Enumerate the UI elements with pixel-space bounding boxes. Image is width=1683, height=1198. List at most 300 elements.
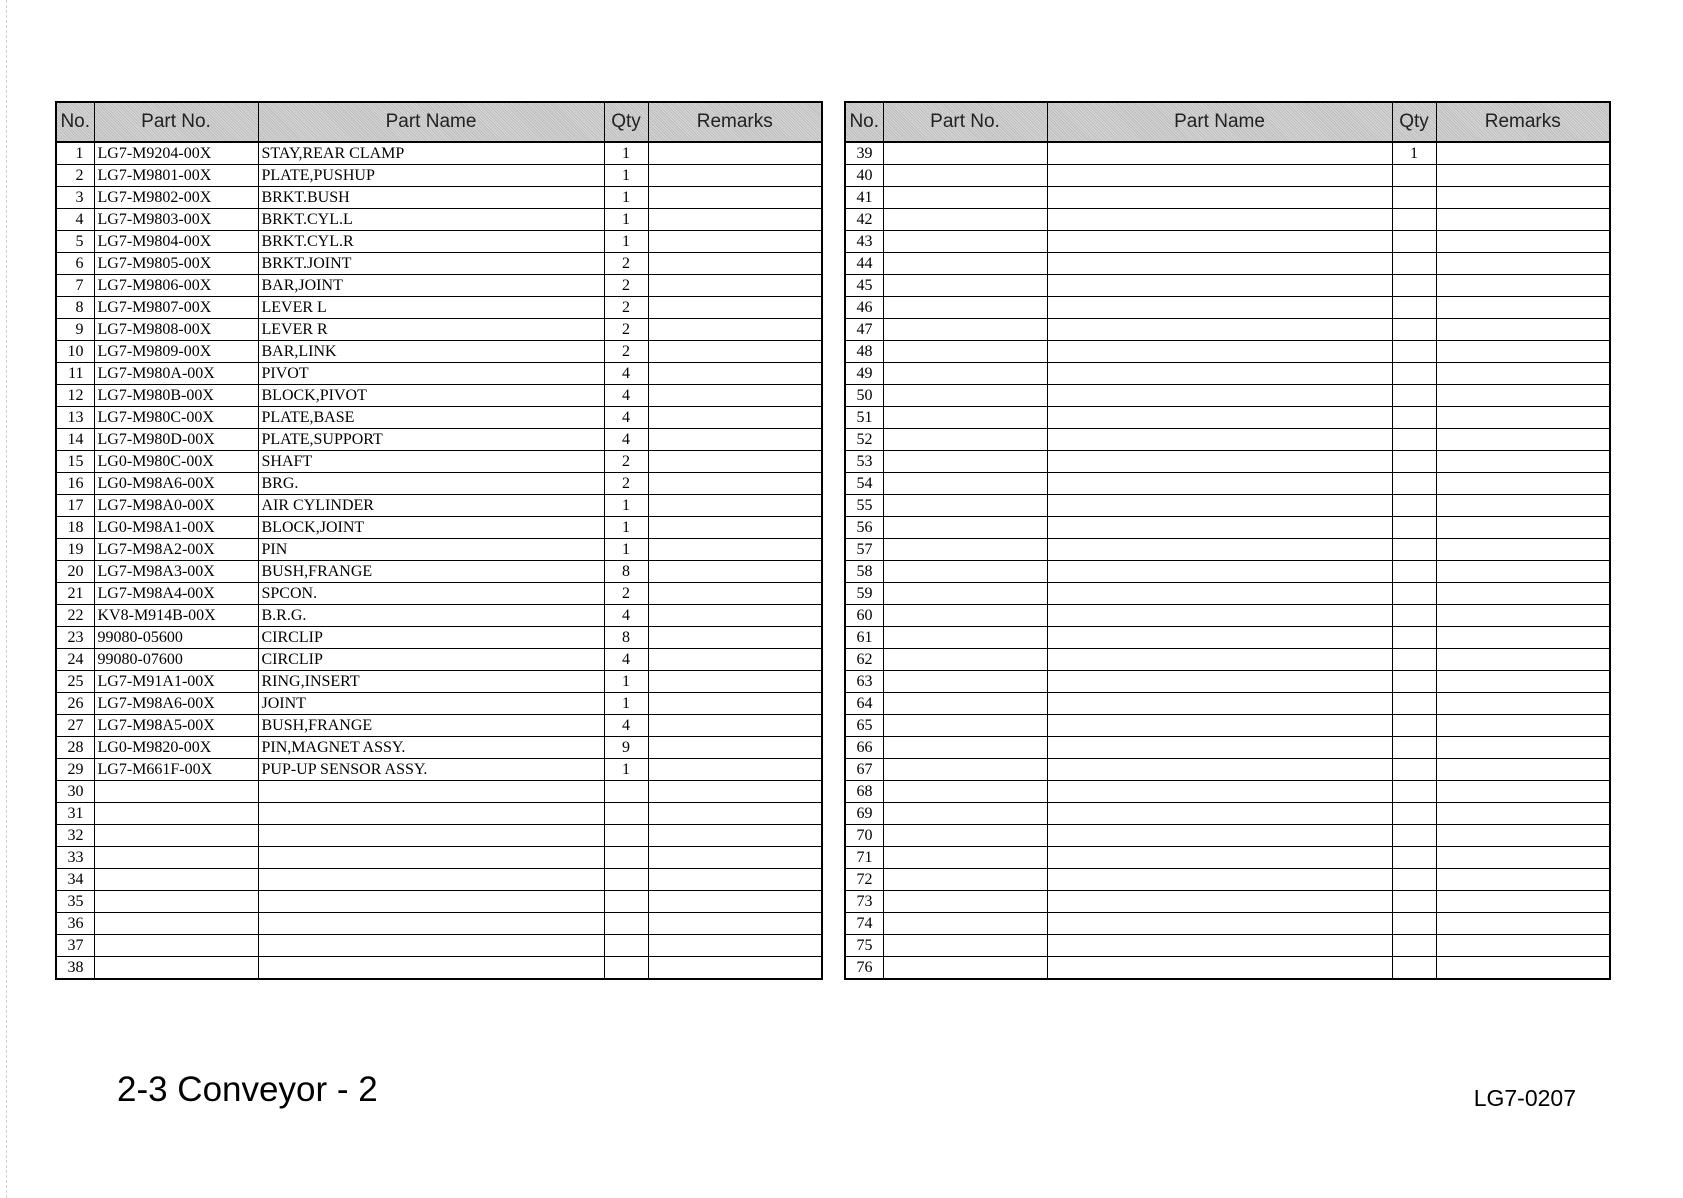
- cell-no: 54: [845, 473, 883, 495]
- cell-no: 44: [845, 253, 883, 275]
- cell-remarks: [648, 297, 822, 319]
- cell-remarks: [648, 649, 822, 671]
- cell-part-name: BRKT.CYL.L: [258, 209, 604, 231]
- cell-part-no: LG7-M98A0-00X: [94, 495, 258, 517]
- cell-part-no: LG7-M9801-00X: [94, 165, 258, 187]
- cell-qty: [1392, 671, 1436, 693]
- cell-remarks: [1436, 561, 1610, 583]
- cell-part-name: PIN,MAGNET ASSY.: [258, 737, 604, 759]
- cell-part-no: LG7-M98A5-00X: [94, 715, 258, 737]
- cell-no: 24: [56, 649, 94, 671]
- cell-no: 15: [56, 451, 94, 473]
- cell-qty: [1392, 319, 1436, 341]
- cell-no: 76: [845, 957, 883, 980]
- cell-no: 66: [845, 737, 883, 759]
- cell-remarks: [648, 561, 822, 583]
- cell-remarks: [648, 957, 822, 980]
- table-row: [845, 209, 1610, 231]
- cell-remarks: [1436, 737, 1610, 759]
- table-row: [845, 759, 1610, 781]
- table-row: [845, 429, 1610, 451]
- table-row: [845, 187, 1610, 209]
- table-row: [56, 275, 822, 297]
- cell-remarks: [1436, 319, 1610, 341]
- cell-part-name: [1047, 517, 1392, 539]
- cell-no: 20: [56, 561, 94, 583]
- cell-remarks: [648, 671, 822, 693]
- cell-qty: [1392, 275, 1436, 297]
- cell-part-no: LG0-M9820-00X: [94, 737, 258, 759]
- cell-part-name: BRKT.BUSH: [258, 187, 604, 209]
- table-row: [56, 253, 822, 275]
- cell-qty: 1: [604, 142, 648, 165]
- cell-qty: 1: [604, 539, 648, 561]
- table-row: [845, 319, 1610, 341]
- scan-margin-line: [6, 0, 7, 1198]
- cell-part-name: [1047, 165, 1392, 187]
- cell-remarks: [648, 737, 822, 759]
- cell-qty: 1: [604, 759, 648, 781]
- table-row: [56, 187, 822, 209]
- cell-remarks: [648, 429, 822, 451]
- cell-part-no: LG7-M9803-00X: [94, 209, 258, 231]
- cell-part-no: [883, 649, 1047, 671]
- cell-no: 27: [56, 715, 94, 737]
- cell-qty: 2: [604, 297, 648, 319]
- cell-part-no: [883, 275, 1047, 297]
- cell-part-no: [94, 847, 258, 869]
- cell-part-no: [883, 165, 1047, 187]
- cell-qty: [1392, 429, 1436, 451]
- header-part-name: Part Name: [1047, 102, 1392, 142]
- cell-part-name: [1047, 605, 1392, 627]
- table-row: [56, 715, 822, 737]
- cell-qty: [1392, 341, 1436, 363]
- cell-no: 47: [845, 319, 883, 341]
- cell-remarks: [1436, 605, 1610, 627]
- cell-remarks: [1436, 583, 1610, 605]
- cell-part-name: [258, 847, 604, 869]
- cell-qty: [1392, 913, 1436, 935]
- cell-part-no: [94, 935, 258, 957]
- table-row: [845, 869, 1610, 891]
- cell-part-no: [883, 803, 1047, 825]
- cell-qty: [1392, 847, 1436, 869]
- cell-remarks: [648, 142, 822, 165]
- cell-remarks: [648, 693, 822, 715]
- cell-part-name: CIRCLIP: [258, 627, 604, 649]
- cell-part-name: PIN: [258, 539, 604, 561]
- cell-no: 58: [845, 561, 883, 583]
- cell-remarks: [648, 165, 822, 187]
- cell-qty: [604, 869, 648, 891]
- cell-no: 51: [845, 407, 883, 429]
- cell-remarks: [648, 209, 822, 231]
- cell-no: 57: [845, 539, 883, 561]
- cell-part-name: B.R.G.: [258, 605, 604, 627]
- cell-part-name: [258, 935, 604, 957]
- cell-part-no: [883, 935, 1047, 957]
- cell-no: 74: [845, 913, 883, 935]
- cell-qty: [1392, 495, 1436, 517]
- cell-part-no: [94, 913, 258, 935]
- cell-part-name: [1047, 869, 1392, 891]
- cell-part-name: [258, 825, 604, 847]
- cell-qty: [604, 891, 648, 913]
- cell-qty: 1: [604, 231, 648, 253]
- table-row: [56, 385, 822, 407]
- cell-part-name: [1047, 142, 1392, 165]
- cell-remarks: [1436, 847, 1610, 869]
- table-row: [845, 341, 1610, 363]
- cell-qty: 4: [604, 649, 648, 671]
- cell-part-no: [883, 451, 1047, 473]
- cell-part-name: BAR,JOINT: [258, 275, 604, 297]
- cell-qty: 1: [604, 495, 648, 517]
- table-row: [845, 407, 1610, 429]
- cell-no: 30: [56, 781, 94, 803]
- cell-remarks: [1436, 297, 1610, 319]
- cell-part-no: LG7-M9802-00X: [94, 187, 258, 209]
- cell-part-name: [1047, 495, 1392, 517]
- cell-part-name: BRG.: [258, 473, 604, 495]
- cell-part-name: STAY,REAR CLAMP: [258, 142, 604, 165]
- cell-remarks: [1436, 759, 1610, 781]
- cell-part-name: [258, 957, 604, 980]
- cell-part-no: [883, 781, 1047, 803]
- cell-remarks: [1436, 429, 1610, 451]
- cell-part-name: [1047, 385, 1392, 407]
- cell-part-name: SHAFT: [258, 451, 604, 473]
- cell-part-name: [258, 869, 604, 891]
- cell-remarks: [648, 935, 822, 957]
- cell-remarks: [1436, 935, 1610, 957]
- header-remarks: Remarks: [1436, 102, 1610, 142]
- cell-qty: 4: [604, 715, 648, 737]
- cell-no: 42: [845, 209, 883, 231]
- cell-no: 9: [56, 319, 94, 341]
- table-row: [56, 231, 822, 253]
- cell-remarks: [648, 275, 822, 297]
- cell-remarks: [648, 495, 822, 517]
- parts-table-right: [844, 101, 1611, 980]
- cell-part-no: [883, 187, 1047, 209]
- cell-part-no: [94, 803, 258, 825]
- table-row: [56, 561, 822, 583]
- table-row: [845, 275, 1610, 297]
- cell-no: 68: [845, 781, 883, 803]
- cell-remarks: [648, 341, 822, 363]
- cell-part-no: LG0-M980C-00X: [94, 451, 258, 473]
- cell-remarks: [1436, 649, 1610, 671]
- cell-qty: [1392, 539, 1436, 561]
- cell-no: 35: [56, 891, 94, 913]
- parts-table-left: [55, 101, 823, 980]
- cell-part-no: [883, 759, 1047, 781]
- table-row: [56, 539, 822, 561]
- cell-part-no: LG0-M98A6-00X: [94, 473, 258, 495]
- cell-part-name: [1047, 781, 1392, 803]
- cell-remarks: [1436, 209, 1610, 231]
- cell-part-name: [1047, 759, 1392, 781]
- table-row: [56, 583, 822, 605]
- cell-qty: [1392, 451, 1436, 473]
- table-row: [845, 605, 1610, 627]
- cell-part-name: [1047, 649, 1392, 671]
- table-row: [845, 825, 1610, 847]
- cell-qty: [604, 781, 648, 803]
- cell-remarks: [648, 913, 822, 935]
- table-row: [56, 693, 822, 715]
- cell-part-no: LG7-M9804-00X: [94, 231, 258, 253]
- cell-remarks: [1436, 473, 1610, 495]
- cell-part-no: [883, 891, 1047, 913]
- cell-part-name: [1047, 319, 1392, 341]
- cell-no: 8: [56, 297, 94, 319]
- cell-no: 12: [56, 385, 94, 407]
- cell-qty: 4: [604, 407, 648, 429]
- document-code: LG7-0207: [1473, 1085, 1576, 1111]
- cell-remarks: [648, 781, 822, 803]
- cell-part-no: LG7-M980D-00X: [94, 429, 258, 451]
- cell-remarks: [1436, 495, 1610, 517]
- cell-remarks: [1436, 517, 1610, 539]
- table-row: [56, 605, 822, 627]
- cell-part-name: AIR CYLINDER: [258, 495, 604, 517]
- table-row: [845, 297, 1610, 319]
- cell-remarks: [648, 759, 822, 781]
- cell-no: 65: [845, 715, 883, 737]
- cell-part-name: PLATE,SUPPORT: [258, 429, 604, 451]
- cell-no: 6: [56, 253, 94, 275]
- cell-part-no: [883, 385, 1047, 407]
- cell-no: 7: [56, 275, 94, 297]
- cell-qty: [604, 913, 648, 935]
- cell-part-no: LG7-M9805-00X: [94, 253, 258, 275]
- cell-remarks: [1436, 891, 1610, 913]
- cell-part-name: BUSH,FRANGE: [258, 715, 604, 737]
- cell-part-name: [1047, 297, 1392, 319]
- cell-qty: [1392, 759, 1436, 781]
- cell-part-no: [883, 693, 1047, 715]
- cell-part-name: [1047, 275, 1392, 297]
- table-header-row: [845, 102, 1610, 142]
- table-row: [56, 209, 822, 231]
- table-row: [56, 891, 822, 913]
- table-row: [56, 165, 822, 187]
- cell-qty: 2: [604, 473, 648, 495]
- cell-qty: [1392, 473, 1436, 495]
- cell-part-no: [883, 341, 1047, 363]
- cell-no: 46: [845, 297, 883, 319]
- cell-part-no: LG7-M91A1-00X: [94, 671, 258, 693]
- cell-part-name: CIRCLIP: [258, 649, 604, 671]
- cell-part-no: LG7-M661F-00X: [94, 759, 258, 781]
- table-header-row: [56, 102, 822, 142]
- cell-part-no: LG7-M9809-00X: [94, 341, 258, 363]
- cell-part-name: [1047, 451, 1392, 473]
- table-row: [56, 847, 822, 869]
- cell-no: 4: [56, 209, 94, 231]
- cell-part-no: [94, 825, 258, 847]
- cell-part-name: [1047, 539, 1392, 561]
- cell-part-name: BRKT.CYL.R: [258, 231, 604, 253]
- table-row: [56, 627, 822, 649]
- cell-no: 55: [845, 495, 883, 517]
- cell-remarks: [648, 715, 822, 737]
- cell-part-no: LG7-M9807-00X: [94, 297, 258, 319]
- cell-qty: 2: [604, 275, 648, 297]
- table-row: [56, 935, 822, 957]
- table-row: [845, 935, 1610, 957]
- table-row: [845, 539, 1610, 561]
- cell-no: 25: [56, 671, 94, 693]
- cell-part-name: [1047, 363, 1392, 385]
- cell-remarks: [648, 803, 822, 825]
- cell-part-name: [1047, 407, 1392, 429]
- cell-qty: 4: [604, 363, 648, 385]
- header-qty: Qty: [604, 102, 648, 142]
- cell-qty: [1392, 957, 1436, 980]
- cell-remarks: [1436, 142, 1610, 165]
- cell-remarks: [1436, 253, 1610, 275]
- cell-qty: [1392, 517, 1436, 539]
- cell-no: 40: [845, 165, 883, 187]
- cell-no: 53: [845, 451, 883, 473]
- cell-qty: [1392, 231, 1436, 253]
- cell-part-no: LG0-M98A1-00X: [94, 517, 258, 539]
- table-row: [845, 231, 1610, 253]
- cell-remarks: [1436, 913, 1610, 935]
- table-row: [845, 847, 1610, 869]
- cell-remarks: [648, 583, 822, 605]
- cell-remarks: [648, 539, 822, 561]
- header-part-no: Part No.: [883, 102, 1047, 142]
- cell-no: 26: [56, 693, 94, 715]
- cell-part-no: [883, 561, 1047, 583]
- cell-part-no: [883, 737, 1047, 759]
- cell-part-no: [94, 869, 258, 891]
- table-row: [845, 561, 1610, 583]
- cell-remarks: [648, 473, 822, 495]
- table-row: [845, 363, 1610, 385]
- table-row: [845, 737, 1610, 759]
- cell-part-name: [1047, 583, 1392, 605]
- cell-no: 48: [845, 341, 883, 363]
- cell-qty: 4: [604, 605, 648, 627]
- header-qty: Qty: [1392, 102, 1436, 142]
- cell-qty: [604, 935, 648, 957]
- cell-remarks: [1436, 231, 1610, 253]
- cell-part-name: PLATE,PUSHUP: [258, 165, 604, 187]
- cell-no: 38: [56, 957, 94, 980]
- cell-part-name: BUSH,FRANGE: [258, 561, 604, 583]
- cell-qty: 2: [604, 341, 648, 363]
- cell-part-no: LG7-M9806-00X: [94, 275, 258, 297]
- cell-part-no: [883, 583, 1047, 605]
- table-row: [845, 803, 1610, 825]
- table-row: [56, 869, 822, 891]
- cell-qty: [1392, 869, 1436, 891]
- cell-part-name: BLOCK,JOINT: [258, 517, 604, 539]
- cell-no: 18: [56, 517, 94, 539]
- table-row: [56, 473, 822, 495]
- cell-no: 1: [56, 142, 94, 165]
- cell-no: 33: [56, 847, 94, 869]
- cell-qty: 8: [604, 627, 648, 649]
- table-row: [56, 649, 822, 671]
- cell-no: 16: [56, 473, 94, 495]
- cell-no: 62: [845, 649, 883, 671]
- table-row: [845, 451, 1610, 473]
- table-row: [845, 693, 1610, 715]
- cell-no: 14: [56, 429, 94, 451]
- cell-no: 36: [56, 913, 94, 935]
- cell-remarks: [1436, 275, 1610, 297]
- cell-qty: [1392, 891, 1436, 913]
- cell-part-no: [883, 517, 1047, 539]
- table-row: [56, 363, 822, 385]
- cell-qty: [1392, 209, 1436, 231]
- cell-no: 72: [845, 869, 883, 891]
- cell-no: 19: [56, 539, 94, 561]
- cell-no: 56: [845, 517, 883, 539]
- cell-part-name: PLATE,BASE: [258, 407, 604, 429]
- table-row: [56, 759, 822, 781]
- cell-no: 17: [56, 495, 94, 517]
- cell-part-name: [258, 891, 604, 913]
- cell-part-no: LG7-M98A2-00X: [94, 539, 258, 561]
- cell-no: 22: [56, 605, 94, 627]
- cell-part-no: LG7-M9204-00X: [94, 142, 258, 165]
- table-row: [56, 825, 822, 847]
- cell-part-name: BRKT.JOINT: [258, 253, 604, 275]
- cell-part-name: [1047, 957, 1392, 980]
- cell-qty: 1: [604, 209, 648, 231]
- cell-remarks: [648, 407, 822, 429]
- cell-no: 41: [845, 187, 883, 209]
- cell-part-name: [258, 803, 604, 825]
- cell-remarks: [1436, 715, 1610, 737]
- cell-part-no: 99080-07600: [94, 649, 258, 671]
- cell-part-no: [883, 297, 1047, 319]
- cell-remarks: [1436, 539, 1610, 561]
- cell-no: 52: [845, 429, 883, 451]
- cell-part-no: [883, 319, 1047, 341]
- cell-part-name: SPCON.: [258, 583, 604, 605]
- table-row: [56, 913, 822, 935]
- cell-no: 61: [845, 627, 883, 649]
- cell-qty: 1: [604, 165, 648, 187]
- cell-no: 39: [845, 142, 883, 165]
- cell-remarks: [1436, 627, 1610, 649]
- table-row: [845, 913, 1610, 935]
- cell-part-name: [1047, 671, 1392, 693]
- table-row: [845, 627, 1610, 649]
- cell-part-name: [1047, 561, 1392, 583]
- table-row: [845, 781, 1610, 803]
- cell-remarks: [648, 385, 822, 407]
- cell-qty: 4: [604, 429, 648, 451]
- table-row: [845, 165, 1610, 187]
- cell-no: 31: [56, 803, 94, 825]
- cell-part-name: [1047, 231, 1392, 253]
- cell-no: 63: [845, 671, 883, 693]
- cell-qty: 9: [604, 737, 648, 759]
- table-row: [845, 715, 1610, 737]
- cell-part-name: BLOCK,PIVOT: [258, 385, 604, 407]
- cell-remarks: [1436, 385, 1610, 407]
